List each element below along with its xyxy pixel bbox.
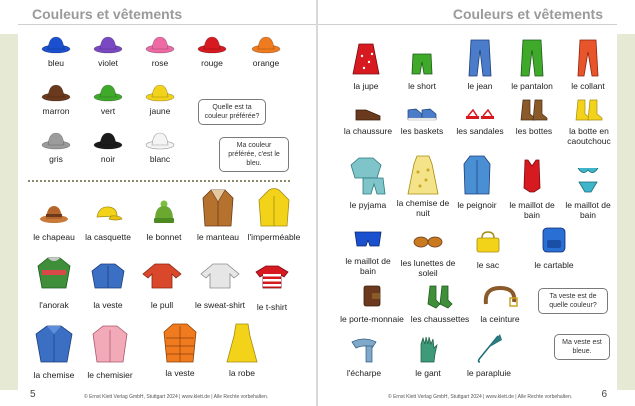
swim-trunks-icon — [353, 230, 383, 248]
copyright-left: © Ernst Klett Verlag GmbH, Stuttgart 2024 | www.klett.de | Alle Rechte vorbehalten. — [84, 394, 269, 400]
clothing-bag — [464, 230, 512, 270]
sneakers-icon — [406, 104, 438, 122]
label: le peignoir — [457, 200, 497, 210]
purse-icon — [362, 284, 382, 308]
label: la chaussure — [343, 126, 393, 136]
bikini-icon — [575, 164, 601, 194]
left-margin-strip — [0, 34, 18, 390]
color-bleu — [32, 34, 80, 68]
color-violet — [84, 34, 132, 68]
shorts-icon — [411, 52, 433, 76]
clothing-sandals — [454, 104, 506, 136]
raincoat-icon — [257, 188, 291, 228]
hat-icon — [41, 34, 71, 54]
label: l'écharpe — [346, 368, 382, 378]
color-gris — [32, 130, 80, 164]
color-label: violet — [98, 58, 118, 68]
right-page-title: Couleurs et vêtements — [452, 6, 603, 22]
umbrella-icon — [474, 332, 504, 364]
tights-icon — [576, 38, 600, 78]
label: l'anorak — [39, 300, 69, 310]
label: la ceinture — [480, 314, 520, 324]
cap-icon — [93, 202, 123, 224]
belt-icon — [482, 284, 518, 310]
anorak-icon — [36, 256, 72, 290]
clothing-sneakers — [398, 104, 446, 136]
skirt-icon — [352, 42, 380, 76]
hat-icon — [41, 130, 71, 150]
label: le maillot de bain — [565, 200, 611, 220]
clothing-bikini — [562, 164, 614, 220]
label: le sac — [476, 260, 500, 270]
label: le pantalon — [511, 81, 553, 91]
hat-icon — [145, 34, 175, 54]
color-jaune — [136, 82, 184, 116]
label: le manteau — [196, 232, 240, 242]
right-top-rule — [318, 24, 617, 25]
clothing-sunglasses — [398, 234, 458, 278]
color-label: noir — [100, 154, 116, 164]
clothing-raincoat — [244, 188, 304, 242]
trousers-icon — [520, 38, 544, 78]
hat-icon — [145, 82, 175, 102]
jacket-icon — [90, 262, 126, 290]
hat-icon — [39, 202, 69, 224]
bag-icon — [475, 230, 501, 254]
color-label: rose — [151, 58, 169, 68]
hat-icon — [145, 130, 175, 150]
clothing-jacket — [84, 262, 132, 310]
hat-icon — [41, 82, 71, 102]
speech-bubble-question — [198, 99, 266, 125]
label: le maillot de bain — [509, 200, 555, 220]
dotted-divider — [28, 180, 290, 182]
label: le pyjama — [349, 200, 387, 210]
bathrobe-icon — [462, 154, 492, 196]
color-label: gris — [49, 154, 63, 164]
label: la chemise de nuit — [396, 198, 450, 218]
bubble-answer-text: Ma veste est bleue. — [562, 339, 602, 355]
color-label: blanc — [149, 154, 171, 164]
speech-bubble-question — [538, 288, 608, 314]
label: le sweat-shirt — [194, 300, 246, 310]
page-number-right: 6 — [601, 389, 607, 400]
clothing-skirt — [340, 42, 392, 91]
clothing-nightgown — [396, 154, 450, 218]
hat-icon — [251, 34, 281, 54]
label: la botte en caoutchouc — [567, 126, 611, 146]
clothing-tights — [564, 38, 612, 91]
left-page-title: Couleurs et vêtements — [32, 6, 183, 22]
color-marron — [32, 82, 80, 116]
sandals-icon — [464, 104, 496, 122]
label: le chemisier — [87, 370, 133, 380]
clothing-cap — [84, 202, 132, 242]
schoolbag-icon — [540, 226, 568, 254]
label: les chaussettes — [410, 314, 470, 324]
right-margin-strip — [617, 34, 635, 390]
swimsuit-icon — [520, 158, 544, 194]
label: la robe — [229, 368, 255, 378]
bubble-question-text: Ta veste est de quelle couleur? — [549, 293, 597, 309]
left-top-rule — [18, 24, 317, 25]
label: la chemise — [33, 370, 75, 380]
color-blanc — [136, 130, 184, 164]
label: les baskets — [400, 126, 444, 136]
color-label: orange — [252, 58, 280, 68]
clothing-shorts — [398, 52, 446, 91]
clothing-swimsuit — [506, 158, 558, 220]
clothing-blouse — [84, 324, 136, 380]
label: l'imperméable — [247, 232, 301, 242]
label: les lunettes de soleil — [400, 258, 456, 278]
puffer-jacket-icon — [162, 322, 198, 364]
clothing-purse — [340, 284, 404, 324]
pyjamas-icon — [349, 156, 387, 196]
label: les bottes — [515, 126, 553, 136]
right-page — [318, 0, 635, 406]
label: la veste — [165, 368, 195, 378]
clothing-socks — [408, 284, 472, 324]
color-label: jaune — [149, 106, 171, 116]
label: le parapluie — [467, 368, 511, 378]
clothing-glove — [404, 334, 452, 378]
clothing-shoe — [340, 104, 396, 136]
hat-icon — [93, 82, 123, 102]
label: le jean — [467, 81, 493, 91]
clothing-shirt — [30, 324, 78, 380]
color-label: vert — [100, 106, 116, 116]
hat-icon — [93, 34, 123, 54]
label: le collant — [571, 81, 605, 91]
pullover-icon — [142, 262, 182, 290]
clothing-schoolbag — [526, 226, 582, 270]
boots-icon — [519, 98, 549, 122]
label: le bonnet — [146, 232, 182, 242]
clothing-rubber-boot — [558, 98, 620, 146]
clothing-coat — [192, 188, 244, 242]
label: le maillot de bain — [345, 256, 391, 276]
color-label: rouge — [201, 58, 223, 68]
label: la casquette — [85, 232, 131, 242]
jeans-icon — [468, 38, 492, 78]
clothing-pullover — [138, 262, 186, 310]
shirt-icon — [34, 324, 74, 364]
bubble-question-text: Quelle est ta couleur préférée? — [204, 104, 260, 120]
clothing-sweatshirt — [192, 262, 248, 310]
hat-icon — [93, 130, 123, 150]
sunglasses-icon — [412, 234, 444, 248]
rubber-boot-icon — [574, 98, 604, 122]
label: le gant — [415, 368, 441, 378]
shoe-icon — [354, 104, 382, 122]
clothing-pyjamas — [344, 156, 392, 210]
color-rose — [136, 34, 184, 68]
beanie-icon — [151, 200, 177, 226]
label: le pull — [150, 300, 174, 310]
label: le t-shirt — [256, 302, 288, 312]
clothing-beanie — [140, 200, 188, 242]
bubble-answer-text: Ma couleur préférée, c'est le bleu. — [228, 142, 280, 167]
color-vert — [84, 82, 132, 116]
clothing-swim-trunks — [344, 230, 392, 276]
clothing-bathrobe — [452, 154, 502, 210]
clothing-tshirt — [248, 264, 296, 312]
speech-bubble-answer — [554, 334, 610, 360]
clothing-hat — [30, 202, 78, 242]
clothing-jeans — [456, 38, 504, 91]
label: le porte-monnaie — [340, 314, 404, 324]
clothing-boots — [510, 98, 558, 136]
copyright-right: © Ernst Klett Verlag GmbH, Stuttgart 2024 | www.klett.de | Alle Rechte vorbehalten. — [388, 394, 573, 400]
clothing-scarf — [340, 334, 388, 378]
color-label: marron — [42, 106, 70, 116]
socks-icon — [426, 284, 454, 310]
label: le cartable — [534, 260, 574, 270]
label: la jupe — [353, 81, 379, 91]
clothing-umbrella — [462, 332, 516, 378]
tshirt-icon — [255, 264, 289, 290]
page-number-left: 5 — [30, 389, 36, 400]
label: la veste — [93, 300, 123, 310]
dress-icon — [226, 322, 258, 364]
glove-icon — [416, 334, 440, 364]
left-page — [0, 0, 317, 406]
blouse-icon — [91, 324, 129, 364]
color-noir — [84, 130, 132, 164]
clothing-anorak — [30, 256, 78, 310]
hat-icon — [197, 34, 227, 54]
label: le chapeau — [33, 232, 75, 242]
scarf-icon — [348, 334, 380, 364]
sweatshirt-icon — [200, 262, 240, 290]
speech-bubble-answer — [219, 137, 289, 172]
clothing-trousers — [504, 38, 560, 91]
clothing-puffer-jacket — [156, 322, 204, 378]
color-label: bleu — [47, 58, 65, 68]
label: le short — [408, 81, 436, 91]
color-rouge — [188, 34, 236, 68]
clothing-belt — [474, 284, 526, 324]
nightgown-icon — [406, 154, 440, 196]
color-orange — [242, 34, 290, 68]
clothing-dress — [218, 322, 266, 378]
coat-icon — [201, 188, 235, 228]
label: les sandales — [456, 126, 504, 136]
